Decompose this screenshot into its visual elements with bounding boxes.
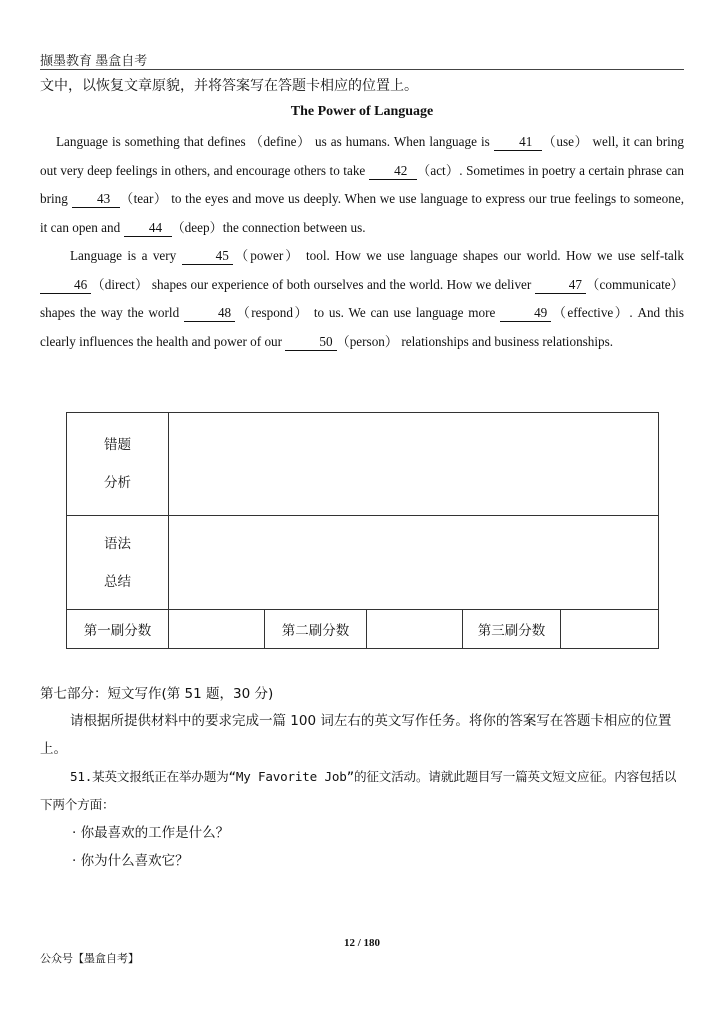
page-footer: 公众号【墨盒自考】 [40,952,139,965]
blank-42: 42 [369,163,417,180]
score-3-cell[interactable] [561,610,659,649]
error-analysis-cell[interactable] [169,413,659,516]
blank-49: 49 [500,305,551,322]
score-1-label: 第一刷分数 [67,610,169,649]
page-number: 12 / 180 [343,937,381,949]
section-7-instruction: 请根据所提供材料中的要求完成一篇 100 词左右的英文写作任务。将你的答案写在答题卡相应的位置上。 [40,713,672,757]
review-table [66,412,659,649]
article-title: The Power of Language [290,104,434,119]
bullet-item-2: · 你为什么喜欢它？ [72,853,189,869]
error-analysis-label: 错题 分析 [67,413,169,516]
blank-43: 43 [72,191,120,208]
blank-50: 50 [285,334,336,351]
blank-41: 41 [494,134,542,151]
blank-46: 46 [40,277,91,294]
instruction-text: 文中，以恢复文章原貌，并将答案写在答题卡相应的位置上。 [40,79,418,94]
blank-44: 44 [124,220,172,237]
page-header: 撷墨教育 墨盒自考 [40,53,148,68]
grammar-summary-cell[interactable] [169,516,659,610]
score-2-cell[interactable] [367,610,463,649]
blank-45: 45 [182,248,233,265]
section-7-heading: 第七部分：短文写作(第 51 题，30 分) [40,686,274,702]
header-divider [40,69,684,70]
score-1-cell[interactable] [169,610,265,649]
grammar-summary-label: 语法 总结 [67,516,169,610]
article-paragraph-2: Language is a very 45 （power） tool. How we use language shapes our world. How we use self-talk 46 （direct） shapes our experience of both ourselves and the world. How we deliver 47 （communicate） shapes the way the world 48 （respond） to us. We can use language more 49 （effective）. And this clearly influences the health and power of our 50 （person） relationships and business relationships. [40,248,684,349]
question-51: 51.某英文报纸正在举办题为“My Favorite Job”的征文活动。请就此题目写一篇英文短文应征。内容包括以下两个方面： [40,769,677,812]
blank-48: 48 [184,305,235,322]
score-2-label: 第二刷分数 [265,610,367,649]
bullet-item-1: · 你最喜欢的工作是什么？ [72,825,230,841]
article-paragraph-1: Language is something that defines （define） us as humans. When language is 41 （use） well, it can bring out very deep feelings in others, and encourage others to take 42 （act）. Sometimes in poetry a certain phrase can bring 43 （tear） to the eyes and move us deeply. When we use language to express our true feelings to someone, it can open and 44 （deep）the connection between us. [40,134,685,235]
score-3-label: 第三刷分数 [463,610,561,649]
blank-47: 47 [535,277,586,294]
